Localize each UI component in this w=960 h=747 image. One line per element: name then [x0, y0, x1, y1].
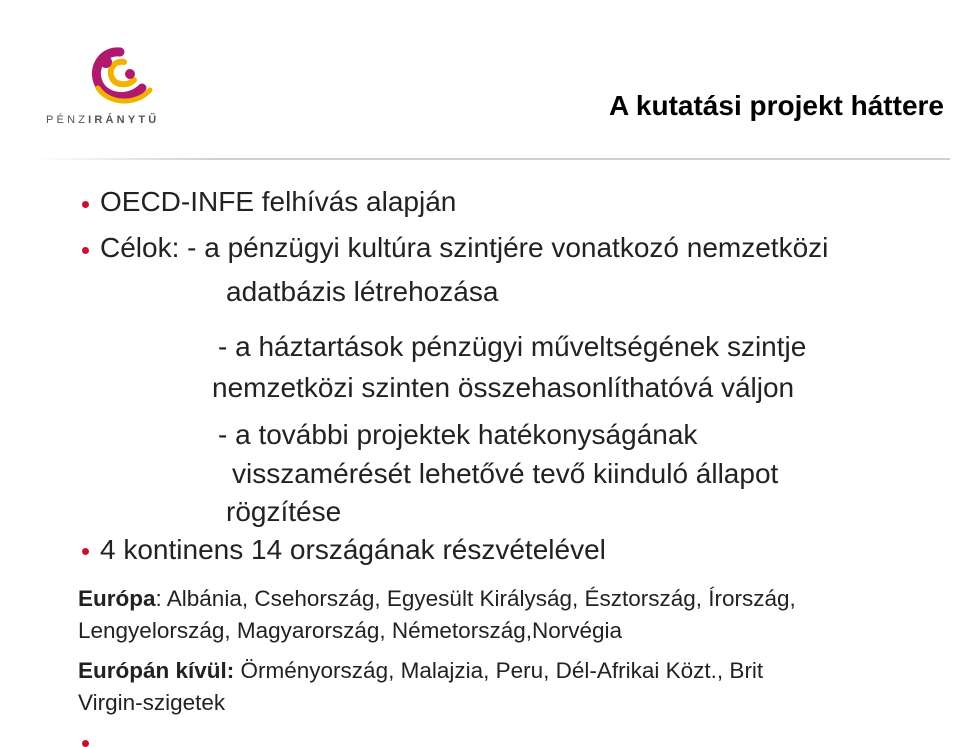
- logo-wordmark: PÉNZIRÁNYTŰ: [46, 114, 160, 126]
- outside-europe-label: Európán kívül:: [78, 658, 235, 683]
- outside-europe-line-1: [78, 658, 763, 684]
- outside-europe-line-2: Virgin-szigetek: [78, 690, 226, 715]
- goal-3-continued-2: rögzítése: [226, 496, 342, 527]
- bullet-goals: Célok: - a pénzügyi kultúra szintjére vonatkozó nemzetközi: [100, 232, 829, 263]
- europe-countries-line-2: Lengyelország, Magyarország, Németország,Norvégia: [78, 618, 623, 643]
- bullet-continents: 4 kontinens 14 országának részvételével: [100, 534, 606, 565]
- europe-list-1: : Albánia, Csehország, Egyesült Királyság, Észtország, Írország,: [155, 586, 796, 611]
- goal-2-continued: nemzetközi szinten összehasonlíthatóvá váljon: [212, 372, 795, 403]
- goal-2: - a háztartások pénzügyi műveltségének szintje: [218, 331, 807, 362]
- bullet-icon: [82, 548, 89, 555]
- bullet-icon: [82, 247, 89, 254]
- bullet-icon: [82, 201, 89, 208]
- goal-3: - a további projektek hatékonyságának: [218, 419, 698, 450]
- outside-europe-list-1: Örményország, Malajzia, Peru, Dél-Afrikai Közt., Brit: [234, 658, 764, 683]
- europe-countries-line-1: [78, 586, 796, 612]
- europe-label: Európa: [78, 586, 156, 611]
- goal-1-continued: adatbázis létrehozása: [226, 276, 499, 307]
- goal-3-continued-1: visszamérését lehetővé tevő kiinduló állapot: [232, 458, 779, 489]
- slide-title: A kutatási projekt háttere: [608, 90, 944, 121]
- bullet-oecd: OECD-INFE felhívás alapján: [100, 186, 457, 217]
